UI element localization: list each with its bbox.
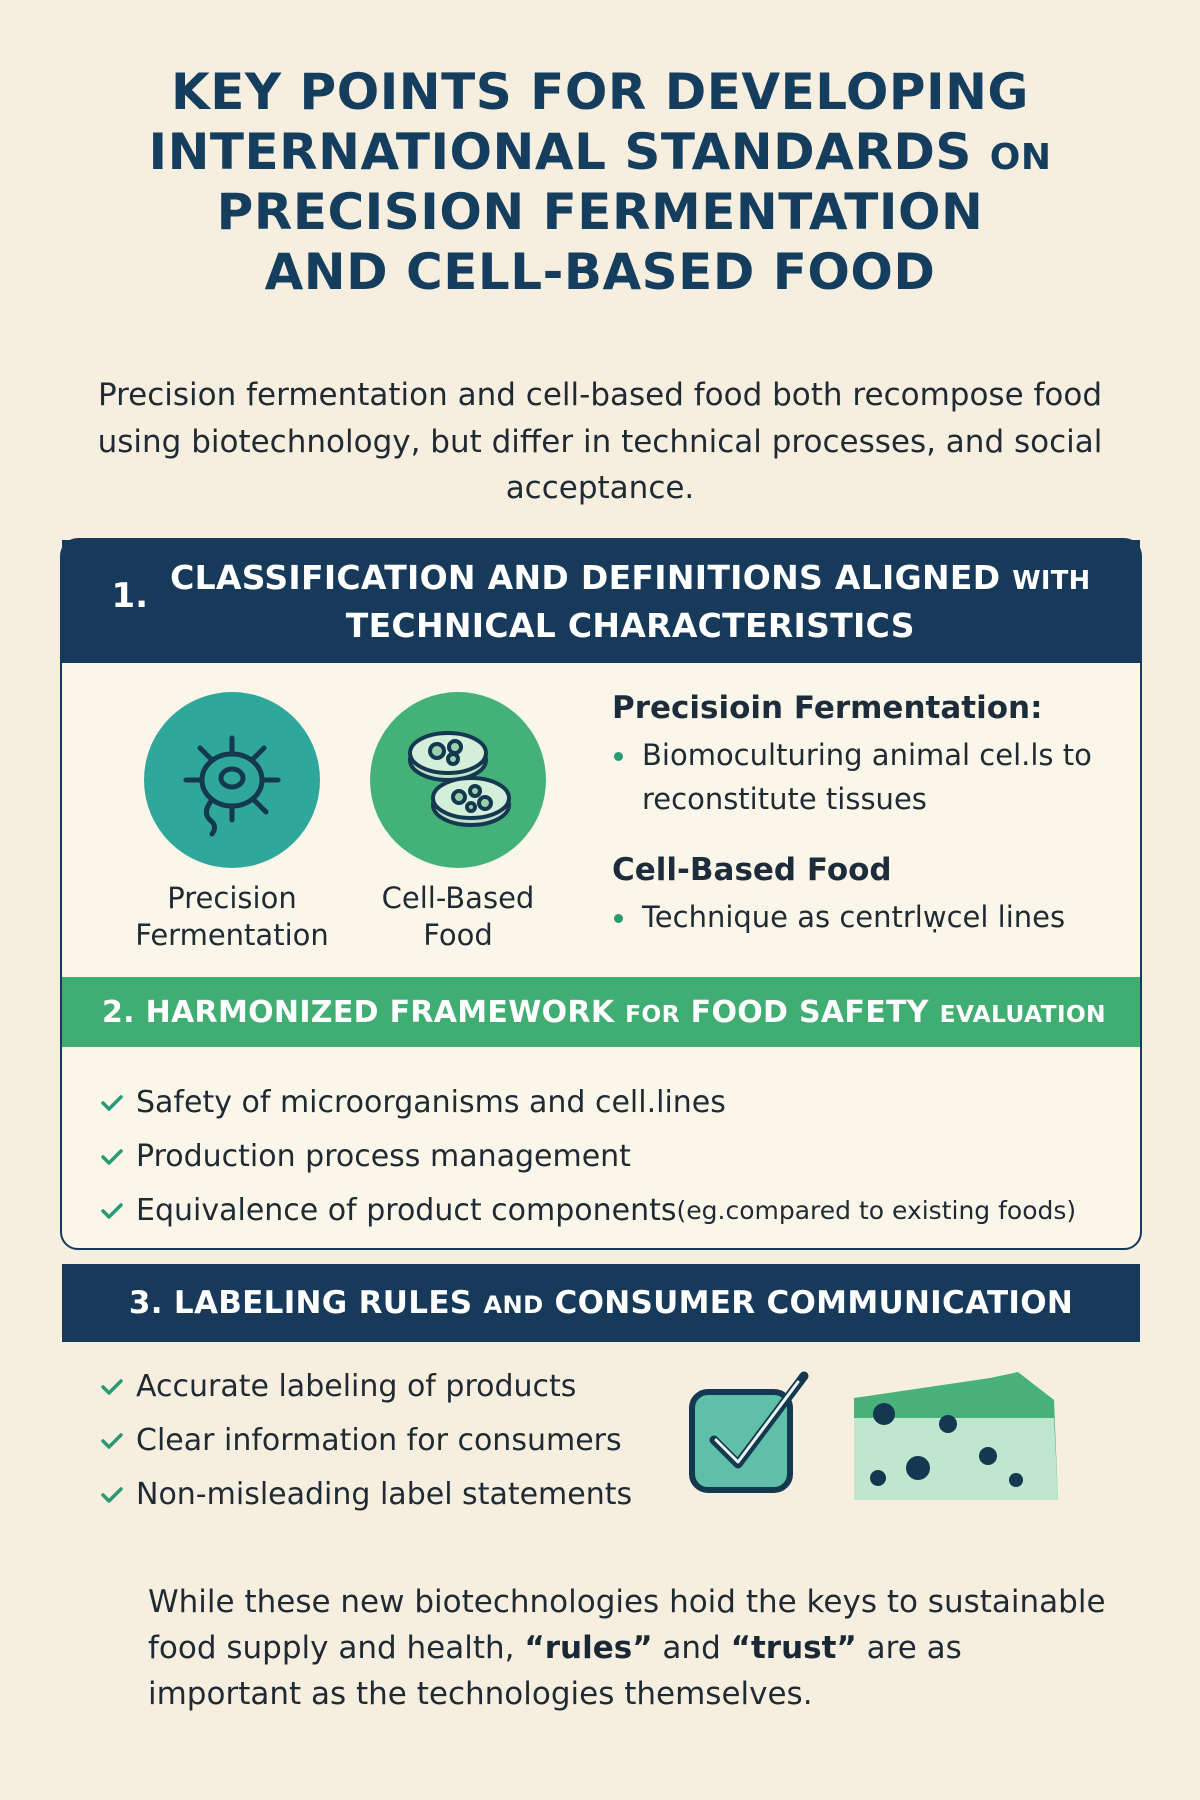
checkmark-icon	[100, 1485, 124, 1505]
petri-dish-icon	[370, 692, 546, 868]
page-title	[60, 62, 1140, 302]
list-item: Clear information for consumers	[100, 1414, 632, 1468]
section-2-header	[62, 977, 1140, 1047]
cell-based-food-illustration	[348, 692, 568, 954]
key-points-card	[60, 538, 1142, 1512]
section-3-title: LABELING RULES AND CONSUMER COMMUNICATION	[173, 1285, 1074, 1321]
bullet-icon	[614, 914, 623, 923]
labeling-list	[100, 1360, 632, 1522]
intro-text: Precision fermentation and cell-based food both recompose food using biotechnology, but differ in technical processes, and social acceptance.	[97, 377, 1103, 506]
list-item: Non-misleading label statements	[100, 1468, 632, 1522]
section-3-header	[62, 1264, 1140, 1342]
section-2-title: HARMONIZED FRAMEWORK FOR FOOD SAFETY EVALUATION	[145, 994, 1106, 1030]
list-item: Equivalence of product components (eg.compared to existing foods)	[100, 1184, 1076, 1238]
section-1-title: CLASSIFICATION AND DEFINITIONS ALIGNED WITH TECHNICAL CHARACTERISTICS	[170, 557, 1091, 645]
title-line-1: KEY POINTS FOR DEVELOPING	[171, 63, 1029, 121]
definition-heading: Precisioin Fermentation:	[612, 690, 1043, 726]
checkmark-icon	[100, 1147, 124, 1167]
precision-fermentation-illustration	[122, 692, 342, 954]
list-item: Accurate labeling of products	[100, 1360, 632, 1414]
precision-fermentation-label: Precision Fermentation	[135, 881, 329, 953]
definition-item: Biomoculturing animal cel.ls to reconstitute tissues	[612, 734, 1112, 821]
checkmark-icon	[100, 1201, 124, 1221]
precision-fermentation-definition	[612, 690, 1112, 821]
section-3-number: 3.	[128, 1285, 163, 1321]
food-safety-list	[100, 1076, 1076, 1238]
cheese-product-icon	[848, 1360, 1068, 1510]
title-line-3: PRECISION FERMENTATION	[216, 183, 984, 241]
checkmark-icon	[100, 1093, 124, 1113]
microorganism-icon	[144, 692, 320, 868]
title-line-4: AND CELL-BASED FOOD	[264, 243, 936, 301]
checkmark-icon	[100, 1377, 124, 1397]
section-1-number: 1.	[111, 576, 149, 616]
list-item: Production process management	[100, 1130, 1076, 1184]
bullet-icon	[614, 752, 623, 761]
closing-statement: While these new biotechnologies hoid the keys to sustainable food supply and health, “rules” and “trust” are as important as the technologies themselves.	[148, 1584, 1106, 1712]
checkmark-icon	[100, 1431, 124, 1451]
definition-heading: Cell-Based Food	[612, 852, 892, 888]
section-1-header	[62, 540, 1140, 663]
section-2-number: 2.	[102, 994, 135, 1030]
cell-based-food-label: Cell-Based Food	[381, 881, 535, 953]
definition-item: Technique as centrlẉcel lines	[612, 896, 1112, 940]
list-item: Safety of microorganisms and cell.lines	[100, 1076, 1076, 1130]
cell-based-food-definition	[612, 852, 1112, 940]
title-line-2: INTERNATIONAL STANDARDS ON	[148, 123, 1052, 181]
